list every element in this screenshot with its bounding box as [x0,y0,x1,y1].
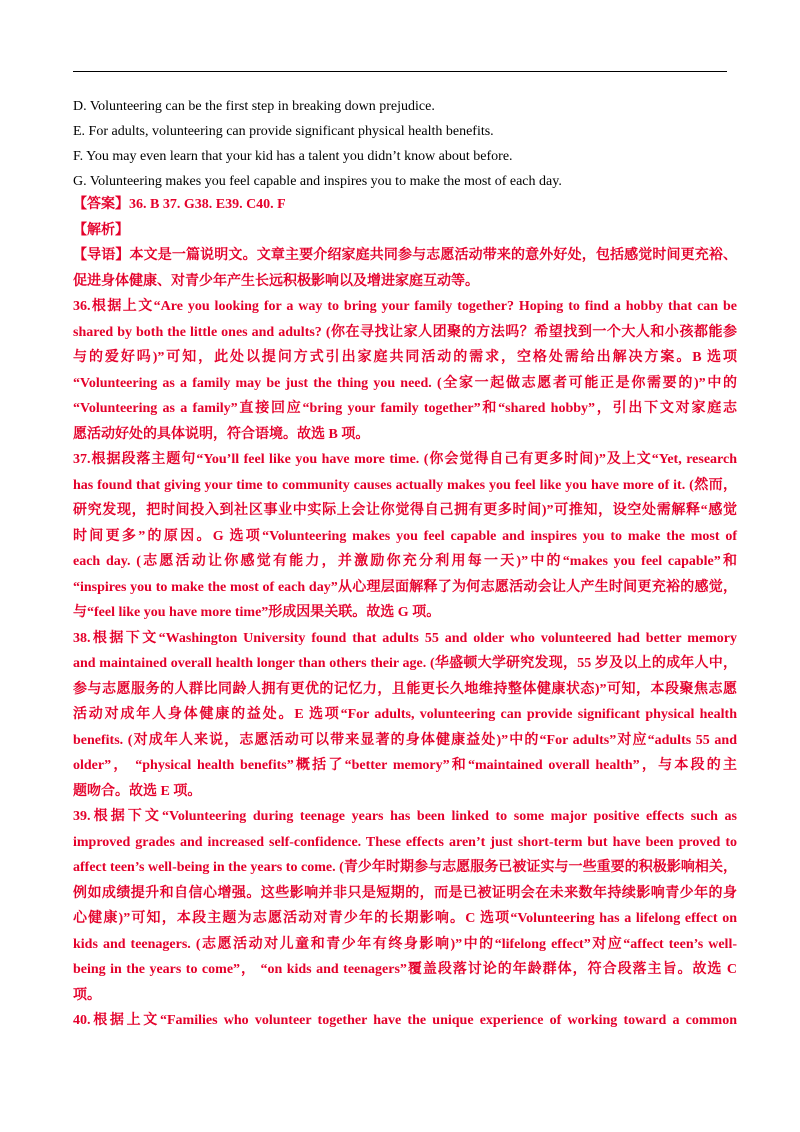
explanation-37: 37.根据段落主题句“You’ll feel like you have more time. (你会觉得自己有更多时间)”及上文“Yet, research has found that giving your time to community causes actually makes you feel like you have more of it. (然而， 研究发现，把时间投入到社区事业中实际上会让你觉得自己拥有更多时间)”可推知，设空处需解释“感觉 时间更多”的原因。G 选项“Volunteering makes you feel capable and inspires you to make the most of each day. (志愿活动让你感觉有能力，并激励你充分利用每一天)”中的“makes you feel capable”和 “inspires you to make the most of each day”从心理层面解释了为何志愿活动会让人产生时间更充裕的感觉， 与“feel like you have more time”形成因果关联。故选 G 项。 [73,452,737,620]
header-rule [73,71,727,72]
answer-options [73,94,733,194]
answer-key: 【答案】36. B 37. G38. E39. C40. F [73,197,286,212]
guide-paragraph: 【导语】本文是一篇说明文。文章主要介绍家庭共同参与志愿活动带来的意外好处，包括感觉时间更充裕、 促进身体健康、对青少年产生长远积极影响以及增进家庭互动等。 [73,248,737,289]
explanation-40: 40.根据上文“Families who volunteer together have the unique experience of working toward a common [73,1013,737,1028]
explanation-39: 39.根据下文“Volunteering during teenage years has been linked to some major positive effects such as improved grades and increased self-confidence. These effects aren’t just short-term but have been proved to affect teen’s well-being in the years to come. (青少年时期参与志愿服务已被证实与一些重要的积极影响相关， 例如成绩提升和自信心增强。这些影响并非只是短期的，而是已被证明会在未来数年持续影响青少年的身 心健康)”可知，本段主题为志愿活动对青少年的长期影响。C 选项“Volunteering has a lifelong effect on kids and teenagers. (志愿活动对儿童和青少年有终身影响)”中的“lifelong effect”对应“affect teen’s well- being in the years to come”， “on kids and teenagers”覆盖段落讨论的年龄群体，符合段落主旨。故选 C 项。 [73,809,737,1003]
option-f: F. You may even learn that your kid has a talent you didn’t know about before. [73,149,513,164]
explanation-36: 36.根据上文“Are you looking for a way to bring your family together? Hoping to find a hobby that can be shared by both the little ones and adults? (你在寻找让家人团聚的方法吗？希望找到一个大人和小孩都能参 与的爱好吗)”可知，此处以提问方式引出家庭共同活动的需求，空格处需给出解决方案。B 选项 “Volunteering as a family may be just the thing you need. (全家一起做志愿者可能正是你需要的)”中的 “Volunteering as a family”直接回应“bring your family together”和“shared hobby”，引出下文对家庭志 愿活动好处的具体说明，符合语境。故选 B 项。 [73,299,737,442]
explanation-38: 38.根据下文“Washington University found that adults 55 and older who volunteered had better memory and maintained overall health longer than others their age. (华盛顿大学研究发现，55 岁及以上的成年人中， 参与志愿服务的人群比同龄人拥有更优的记忆力，且能更长久地维持整体健康状态)”可知，本段聚焦志愿 活动对成年人身体健康的益处。E 选项“For adults, volunteering can provide significant physical health benefits. (对成年人来说，志愿活动可以带来显著的身体健康益处)”中的“For adults”对应“adults 55 and older”， “physical health benefits”概括了“better memory”和“maintained overall health”，与本段的主 题吻合。故选 E 项。 [73,630,737,799]
analysis-heading: 【解析】 [73,222,129,238]
option-e: E. For adults, volunteering can provide significant physical health benefits. [73,124,494,139]
answer-analysis [73,192,737,1034]
option-d: D. Volunteering can be the first step in breaking down prejudice. [73,99,435,114]
option-g: G. Volunteering makes you feel capable and inspires you to make the most of each day. [73,174,562,189]
